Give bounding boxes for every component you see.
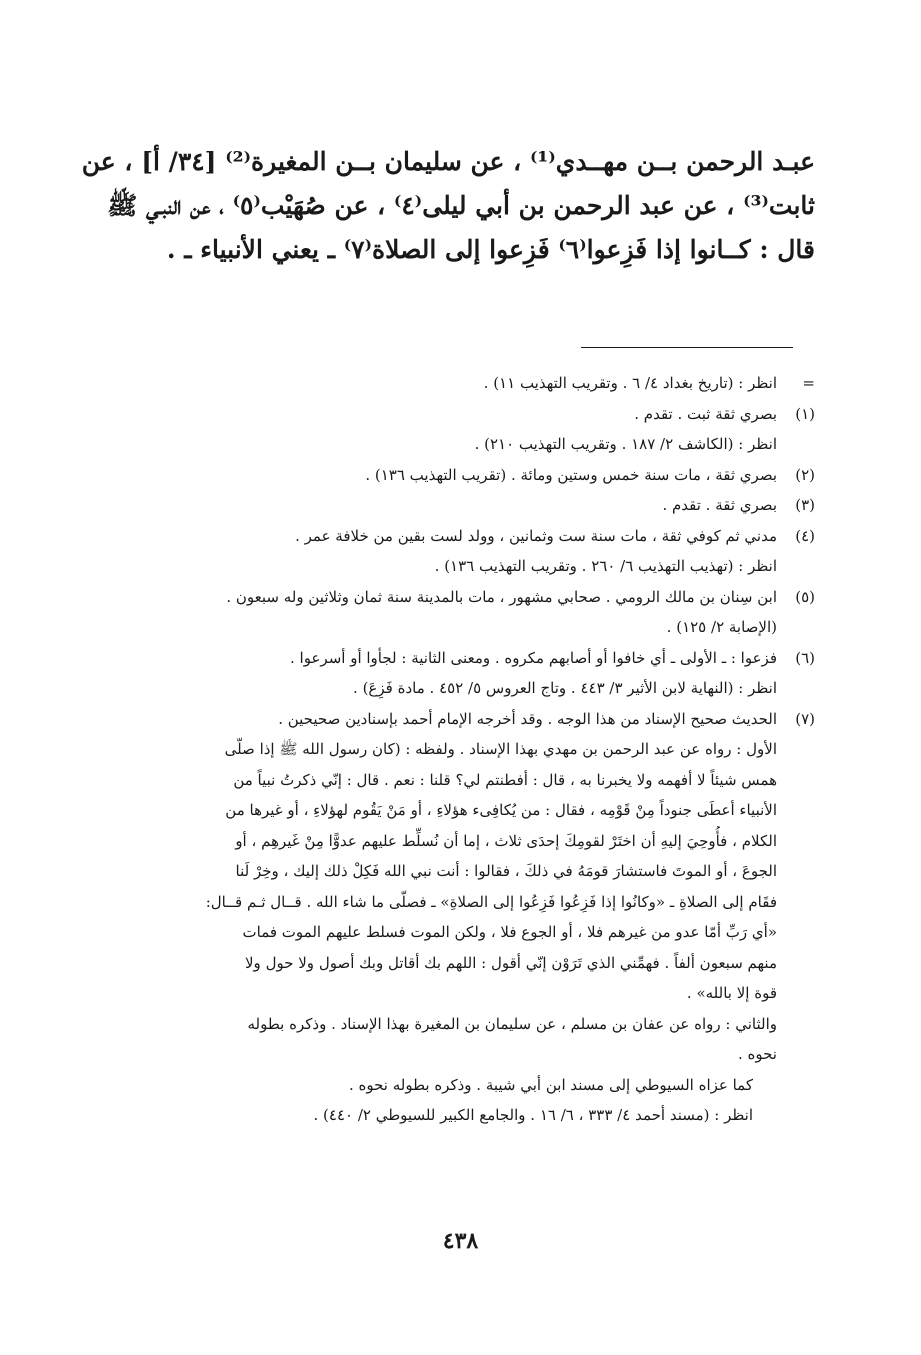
- footnote-line: الجوعَ ، أو الموتَ فاستشارَ قومَهُ في ذلكَ ، فقالوا : أنت نبي الله فَكِلْ ذلك إليك ، وخِرْ لَنا: [235, 862, 777, 880]
- footnote-line: انظر : (مسند أحمد ٤/ ٣٣٣ ، ٦/ ١٦ . والجامع الكبير للسيوطي ٢/ ٤٤٠) .: [313, 1106, 753, 1124]
- footnote-4: [109, 521, 815, 582]
- footnote-line: بصري ثقة ثبت . تقدم .: [634, 404, 777, 423]
- footnote-continuation: [109, 368, 815, 399]
- footnotes: [109, 368, 815, 1131]
- footnote-line: الأنبياء أعطَى جنوداً مِنْ قَوْمِه ، فقال : من يُكافِىء هؤلاءِ ، أو مَنْ يَقُوم لهؤلاءِ ، أو غيرها من: [225, 801, 777, 819]
- footnote-2: [109, 460, 815, 491]
- footnote-marker: (٦): [795, 648, 815, 667]
- footnote-line: انظر : (تاريخ بغداد ٤/ ٦ . وتقريب التهذيب ١١) .: [483, 374, 777, 392]
- footnote-line: الأول : رواه عن عبد الرحمن بن مهدي بهذا الإسناد . ولفظه : (كان رسول الله ﷺ إذا صلّى: [224, 740, 777, 758]
- footnote-marker: (٤): [795, 526, 815, 545]
- footnote-line: «أي رَبِّ أمّا عدو من غيرهم فلا ، أو الجوع فلا ، ولكن الموت فسلط عليهم الموت فمات: [242, 923, 777, 941]
- footnote-6: [109, 643, 815, 704]
- footnote-line: بصري ثقة . تقدم .: [662, 496, 777, 514]
- footnote-line: انظر : (النهاية لابن الأثير ٣/ ٤٤٣ . وتاج العروس ٥/ ٤٥٢ . مادة فَزِعَ) .: [353, 679, 777, 697]
- footnote-line: كما عزاه السيوطي إلى مسند ابن أبي شيبة . وذكره بطوله نحوه .: [348, 1075, 753, 1094]
- main-text-line: ثابت⁽³⁾ ، عن عبد الرحمن بن أبي ليلى⁽٤⁾ ، عن صُهَيْب⁽٥⁾ ، عن النبـي ﷺ: [107, 191, 815, 220]
- footnote-line: (الإصابة ٢/ ١٢٥) .: [666, 618, 777, 636]
- footnote-line: والثاني : رواه عن عفان بن مسلم ، عن سليمان بن المغيرة بهذا الإسناد . وذكره بطوله: [247, 1014, 777, 1033]
- footnote-5: [109, 582, 815, 643]
- footnote-line: انظر : (الكاشف ٢/ ١٨٧ . وتقريب التهذيب ٢١٠) .: [474, 435, 777, 453]
- footnote-marker: (٣): [795, 496, 815, 514]
- footnote-line: الحديث صحيح الإسناد من هذا الوجه . وقد أخرجه الإمام أحمد بإسنادين صحيحين .: [278, 709, 777, 728]
- footnote-line: قوة إلا بالله» .: [686, 984, 777, 1002]
- footnote-marker: (١): [795, 404, 815, 423]
- main-text-line: قال : كــانوا إذا فَزِعوا⁽٦⁾ فَزِعوا إلى الصلاة⁽٧⁾ ـ يعني الأنبياء ـ .: [166, 235, 815, 264]
- page-number: ٤٣٨: [442, 1228, 479, 1254]
- footnote-line: منهم سبعون ألفاً . فهمِّني الذي تَرَوْن إنّي أقول : اللهم بك أقاتل وبك أصول ولا حول ولا: [245, 953, 777, 972]
- footnote-line: الكلام ، فأُوحِيَ إليهِ أن اختَرْ لقومِكَ إحدَى ثلاث ، إما أن نُسلِّط عليهم عدوًّا مِنْ غَيرهِم ، أو: [235, 831, 777, 850]
- footnote-line: فقَام إلى الصلاةِ ـ «وكانُوا إذا فَزِعُوا فَزِعُوا إلى الصلاةِ» ـ فصلّى ما شاء الله . قــال ثـم قــال:: [205, 892, 777, 911]
- footnote-line: فزعوا : ـ الأولى ـ أي خافوا أو أصابهم مكروه . ومعنى الثانية : لجأوا أو أسرعوا .: [290, 648, 777, 667]
- footnote-marker: (٧): [795, 709, 815, 728]
- main-text-line: عبـد الرحمن بــن مهــدي⁽¹⁾ ، عن سليمان بــن المغيرة⁽²⁾ [٣٤/ أ] ، عن: [81, 147, 815, 176]
- footnote-marker: (٥): [795, 587, 815, 606]
- main-text: [81, 140, 815, 272]
- footnote-separator: [581, 347, 793, 348]
- footnote-line: ابن سِنان بن مالك الرومي . صحابي مشهور ، مات بالمدينة سنة ثمان وثلاثين وله سبعون .: [226, 587, 777, 606]
- footnote-3: [109, 490, 815, 521]
- footnote-line: همس شيئاً لا أفهمه ولا يخبرنا به ، قال : أفطنتم لي؟ قلنا : نعم . قال : إنّي ذكرتُ نبياً من: [233, 770, 777, 789]
- footnote-line: مدني ثم كوفي ثقة ، مات سنة ست وثمانين ، وولد لست بقين من خلافة عمر .: [295, 526, 777, 545]
- footnote-marker: (٢): [795, 465, 815, 484]
- footnote-line: بصري ثقة ، مات سنة خمس وستين ومائة . (تقريب التهذيب ١٣٦) .: [365, 465, 777, 484]
- footnote-marker: =: [802, 374, 815, 392]
- footnote-7: [109, 704, 815, 1131]
- footnote-1: [109, 399, 815, 460]
- footnote-line: انظر : (تهذيب التهذيب ٦/ ٢٦٠ . وتقريب التهذيب ١٣٦) .: [434, 557, 777, 575]
- footnote-line: نحوه .: [737, 1045, 777, 1063]
